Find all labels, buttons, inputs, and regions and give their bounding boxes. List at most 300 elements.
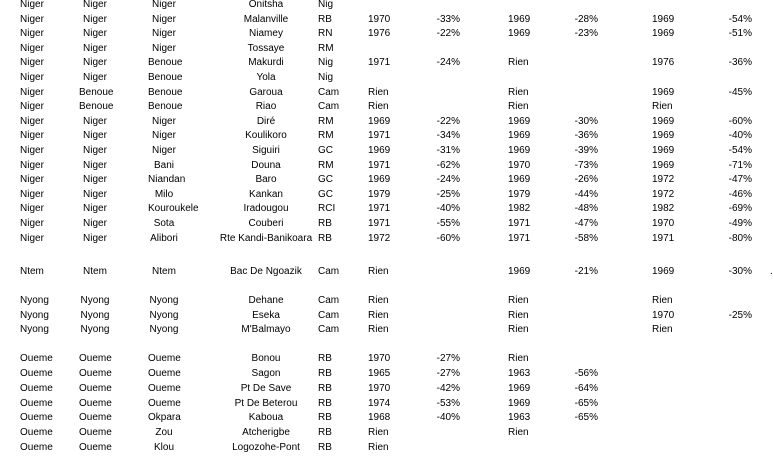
cell-country: RB [318, 353, 332, 364]
cell-station: Niamey [249, 28, 283, 40]
cell-pct-3: -46% [728, 188, 752, 200]
cell-basin: Oueme [20, 383, 53, 394]
cell-pct-1: -55% [436, 218, 460, 229]
cell-basin: Niger [20, 86, 44, 98]
cell-pct-1: -53% [436, 398, 460, 409]
cell-year-1: Rien [368, 266, 389, 277]
cell-year-2: 1982 [508, 203, 531, 215]
table-row [0, 0, 772, 12]
cell-pct-1: -22% [436, 28, 460, 40]
cell-pct-3 [712, 396, 752, 411]
cell-pct-1: -60% [436, 232, 460, 244]
cell-pct-2: -44% [574, 188, 598, 200]
cell-year-1: Rien [368, 101, 389, 113]
cell-station: Bonou [251, 353, 281, 364]
cell-pct-1 [422, 85, 460, 100]
cell-river-a: Oueme [79, 353, 112, 364]
cell-basin: Oueme [20, 368, 53, 379]
cell-river-a: Niger [83, 57, 107, 69]
cell-pct-3 [712, 70, 752, 85]
cell-pct-3 [712, 366, 752, 381]
cell-pct-3: -69% [728, 203, 752, 215]
cell-pct-3 [712, 0, 752, 12]
cell-pct-2 [560, 308, 598, 323]
cell-year-1: 1968 [368, 412, 391, 423]
cell-year-1: 1971 [368, 203, 391, 215]
cell-pct-1: -62% [436, 159, 460, 171]
cell-basin: Niger [20, 13, 44, 25]
cell-country: Cam [318, 310, 340, 321]
cell-station: Siguiri [252, 145, 280, 156]
cell-basin: Niger [20, 145, 44, 156]
cell-pct-2 [560, 425, 598, 440]
cell-river-b: Nyong [149, 310, 179, 321]
cell-year-3: 1982 [652, 203, 675, 215]
cell-year-1: 1976 [368, 28, 391, 40]
cell-station: Atcherigbe [242, 427, 290, 438]
cell-pct-2: -39% [574, 145, 598, 156]
cell-pct-1: -27% [436, 353, 460, 364]
table-row [0, 366, 772, 381]
table-row [0, 425, 772, 440]
cell-year-2: 1969 [508, 28, 531, 40]
table-row [0, 293, 772, 308]
cell-pct-1: -24% [436, 174, 460, 186]
cell-river-a: Niger [83, 13, 107, 25]
cell-year-3: 1969 [652, 145, 675, 156]
cell-station: Koulikoro [245, 130, 287, 142]
cell-river-b: Niger [152, 28, 176, 40]
cell-pct-3: -60% [728, 115, 752, 127]
cell-pct-1: -27% [436, 368, 460, 379]
cell-basin: Niger [20, 218, 44, 229]
cell-year-1: 1971 [368, 218, 391, 229]
cell-river-a: Niger [83, 159, 107, 171]
cell-pct-3: -51% [728, 28, 752, 40]
cell-country: RB [318, 383, 332, 394]
cell-country: RB [318, 442, 332, 453]
cell-pct-3 [712, 410, 752, 425]
cell-pct-3: -36% [728, 57, 752, 69]
cell-country: RN [318, 28, 333, 40]
cell-river-b: Oueme [148, 383, 181, 394]
cell-pct-2 [560, 55, 598, 70]
cell-year-2: 1970 [508, 159, 531, 171]
cell-pct-2 [560, 70, 598, 85]
cell-basin: Niger [20, 232, 44, 244]
cell-pct-2: -65% [574, 398, 598, 409]
cell-country: RM [318, 42, 334, 54]
cell-country: RB [318, 412, 332, 423]
cell-year-2: 1963 [508, 368, 531, 379]
cell-pct-2: -47% [574, 218, 598, 229]
cell-river-b: Kouroukele [148, 203, 199, 215]
cell-river-a: Niger [83, 0, 107, 10]
cell-station: Logozohe-Pont [232, 442, 300, 453]
cell-river-a: Niger [83, 42, 107, 54]
cell-river-b: Niger [152, 130, 176, 142]
cell-country: Cam [318, 324, 340, 335]
cell-pct-2: -30% [574, 115, 598, 127]
cell-year-1: Rien [368, 442, 389, 453]
cell-station: Couberi [248, 218, 284, 229]
table-row [0, 264, 772, 279]
cell-river-b: Benoue [148, 72, 183, 83]
cell-river-a: Oueme [79, 383, 112, 394]
cell-year-2: Rien [508, 86, 529, 98]
table-row [0, 440, 772, 455]
cell-pct-1 [422, 70, 460, 85]
cell-year-2: Rien [508, 353, 529, 364]
cell-basin: Niger [20, 72, 44, 83]
cell-year-1: 1970 [368, 353, 391, 364]
cell-pct-3: -54% [728, 13, 752, 25]
cell-pct-2 [560, 99, 598, 114]
cell-river-a: Niger [83, 232, 107, 244]
cell-year-2: 1963 [508, 412, 531, 423]
cell-year-1: 1971 [368, 159, 391, 171]
cell-year-2: 1969 [508, 266, 531, 277]
cell-basin: Nyong [20, 310, 49, 321]
table-row [0, 12, 772, 27]
cell-pct-1: -25% [436, 188, 460, 200]
cell-pct-3 [712, 322, 752, 337]
cell-pct-3: -45% [728, 86, 752, 98]
table-row [0, 55, 772, 70]
cell-pct-3: -49% [728, 218, 752, 229]
cell-country: RB [318, 232, 332, 244]
cell-country: RM [318, 130, 334, 142]
cell-station: Baro [255, 174, 277, 186]
cell-country: RCI [318, 203, 336, 215]
cell-country: RB [318, 398, 332, 409]
cell-river-a: Oueme [79, 398, 112, 409]
cell-pct-2: -21% [574, 266, 598, 277]
cell-pct-1: -24% [436, 57, 460, 69]
cell-pct-3 [712, 440, 752, 455]
cell-river-b: Alibori [150, 232, 178, 244]
cell-year-1: 1970 [368, 13, 391, 25]
cell-river-b: Sota [153, 218, 175, 229]
cell-basin: Niger [20, 0, 44, 10]
cell-river-a: Oueme [79, 427, 112, 438]
table-row [0, 85, 772, 100]
cell-pct-3 [712, 425, 752, 440]
cell-station: Pt De Beterou [234, 398, 298, 409]
cell-year-2: 1969 [508, 115, 531, 127]
cell-pct-1: -22% [436, 115, 460, 127]
cell-station: Rte Kandi-Banikoara [219, 232, 313, 244]
cell-year-1: Rien [368, 310, 389, 321]
cell-station: Pt De Save [240, 383, 292, 394]
cell-basin: Nyong [20, 324, 49, 335]
cell-pct-3: -80% [728, 232, 752, 244]
cell-country: Cam [318, 101, 340, 113]
cell-river-a: Niger [83, 203, 107, 215]
cell-year-3: 1969 [652, 130, 675, 142]
cell-basin: Niger [20, 159, 44, 171]
table-row [0, 158, 772, 173]
cell-river-b: Benoue [148, 101, 183, 113]
cell-station: Dehane [248, 295, 284, 306]
cell-river-b: Bani [153, 159, 174, 171]
cell-year-2: 1979 [508, 188, 531, 200]
table-row [0, 128, 772, 143]
cell-pct-2 [560, 440, 598, 455]
cell-river-b: Oueme [148, 353, 181, 364]
cell-pct-2 [560, 0, 598, 12]
cell-station: Yola [256, 72, 276, 83]
cell-river-b: Niger [152, 0, 176, 10]
cell-river-b: Oueme [148, 368, 181, 379]
cell-river-b: Zou [155, 427, 173, 438]
cell-pct-1: -34% [436, 130, 460, 142]
cell-pct-2: -73% [574, 159, 598, 171]
cell-year-1: 1969 [368, 115, 391, 127]
cell-basin: Oueme [20, 427, 53, 438]
cell-river-a: Oueme [79, 368, 112, 379]
cell-country: GC [318, 174, 333, 186]
cell-year-1: Rien [368, 86, 389, 98]
cell-year-3: 1970 [652, 218, 675, 229]
cell-station: Kankan [249, 188, 283, 200]
cell-basin: Niger [20, 28, 44, 40]
cell-year-3: 1969 [652, 13, 675, 25]
cell-pct-3: -30% [728, 266, 752, 277]
cell-country: RM [318, 159, 334, 171]
cell-river-a: Benoue [79, 101, 114, 113]
cell-pct-3: -40% [728, 130, 752, 142]
table-row [0, 143, 772, 158]
cell-country: GC [318, 145, 333, 156]
cell-year-2: 1969 [508, 13, 531, 25]
cell-river-a: Niger [83, 145, 107, 156]
cell-basin: Nyong [20, 295, 49, 306]
table-row [0, 201, 772, 216]
cell-pct-1: -40% [436, 203, 460, 215]
cell-pct-3 [712, 293, 752, 308]
cell-pct-1: -40% [436, 412, 460, 423]
cell-station: Riao [255, 101, 277, 113]
cell-year-1: 1969 [368, 174, 391, 186]
cell-river-a: Niger [83, 188, 107, 200]
table-row [0, 308, 772, 323]
cell-river-a: Niger [83, 174, 107, 186]
cell-pct-1 [422, 264, 460, 279]
table-row [0, 231, 772, 246]
cell-year-3: 1971 [652, 232, 675, 244]
cell-pct-3: -71% [728, 159, 752, 171]
cell-station: M'Balmayo [241, 324, 291, 335]
cell-station: Sagon [251, 368, 281, 379]
cell-river-a: Oueme [79, 442, 112, 453]
cell-pct-1: -31% [436, 145, 460, 156]
cell-station: Diré [256, 115, 276, 127]
cell-river-a: Nyong [80, 324, 110, 335]
cell-year-2: Rien [508, 310, 529, 321]
cell-river-a: Benoue [79, 86, 114, 98]
cell-country: RM [318, 115, 334, 127]
table-row [0, 410, 772, 425]
cell-station: Douna [251, 159, 281, 171]
cell-country: Cam [318, 295, 340, 306]
cell-pct-3 [712, 41, 752, 56]
cell-country: RB [318, 218, 332, 229]
cell-year-3: Rien [652, 324, 673, 335]
table-row [0, 26, 772, 41]
cell-pct-2: -23% [574, 28, 598, 40]
table-row [0, 172, 772, 187]
cell-river-a: Nyong [80, 295, 110, 306]
cell-river-a: Niger [83, 28, 107, 40]
cell-country: GC [318, 188, 333, 200]
cell-year-2: 1969 [508, 398, 531, 409]
cell-river-a: Niger [83, 218, 107, 229]
table-row [0, 216, 772, 231]
cell-country: Nig [318, 0, 334, 10]
cell-country: Cam [318, 86, 340, 98]
cell-year-1: 1979 [368, 188, 391, 200]
cell-year-3: 1970 [652, 310, 675, 321]
cell-pct-1 [422, 99, 460, 114]
cell-year-3: 1972 [652, 188, 675, 200]
cell-country: Nig [318, 57, 334, 69]
cell-pct-1 [422, 293, 460, 308]
cell-station: Tossaye [247, 42, 285, 54]
cell-pct-2: -58% [574, 232, 598, 244]
cell-river-a: Nyong [80, 310, 110, 321]
cell-pct-1 [422, 308, 460, 323]
cell-year-1: 1971 [368, 130, 391, 142]
cell-year-2: Rien [508, 295, 529, 306]
cell-river-b: Niandan [148, 174, 186, 186]
cell-pct-1 [422, 425, 460, 440]
table-row [0, 351, 772, 366]
cell-river-a: Oueme [79, 412, 112, 423]
cell-year-3: Rien [652, 295, 673, 306]
cell-basin: Niger [20, 42, 44, 54]
cell-pct-2 [560, 351, 598, 366]
cell-river-b: Niger [152, 13, 176, 25]
cell-river-b: Nyong [149, 324, 179, 335]
cell-station: Iradougou [243, 203, 289, 215]
cell-river-a: Ntem [83, 266, 107, 277]
cell-pct-2: -48% [574, 203, 598, 215]
cell-pct-1 [422, 41, 460, 56]
cell-river-b: Ntem [152, 266, 176, 277]
cell-pct-2 [560, 293, 598, 308]
cell-year-2: 1971 [508, 232, 531, 244]
cell-pct-1: -33% [436, 13, 460, 25]
table-row [0, 381, 772, 396]
cell-station: Eseka [252, 310, 280, 321]
cell-year-1: 1972 [368, 232, 391, 244]
cell-river-a: Niger [83, 130, 107, 142]
cell-year-3: Rien [652, 101, 673, 113]
cell-year-3: 1969 [652, 115, 675, 127]
cell-country: Nig [318, 72, 334, 83]
cell-basin: Niger [20, 101, 44, 113]
cell-basin: Niger [20, 203, 44, 215]
cell-year-1: Rien [368, 427, 389, 438]
cell-pct-1 [422, 0, 460, 12]
cell-basin: Niger [20, 130, 44, 142]
cell-pct-2: -36% [574, 130, 598, 142]
cell-basin: Niger [20, 174, 44, 186]
cell-river-b: Klou [153, 442, 174, 453]
cell-year-3: 1969 [652, 159, 675, 171]
cell-pct-3: -54% [728, 145, 752, 156]
cell-river-b: Benoue [148, 57, 183, 69]
cell-year-3: 1976 [652, 57, 675, 69]
table-row [0, 70, 772, 85]
cell-year-2: Rien [508, 57, 529, 69]
cell-year-1: 1965 [368, 368, 391, 379]
cell-year-3: 1969 [652, 28, 675, 40]
table-row [0, 187, 772, 202]
cell-year-2: 1969 [508, 174, 531, 186]
cell-basin: Oueme [20, 353, 53, 364]
cell-country: RB [318, 368, 332, 379]
cell-year-2: Rien [508, 427, 529, 438]
cell-basin: Niger [20, 188, 44, 200]
cell-year-2: 1971 [508, 218, 531, 229]
cell-pct-2 [560, 85, 598, 100]
cell-station: Garoua [249, 86, 283, 98]
cell-basin: Oueme [20, 398, 53, 409]
cell-pct-2: -64% [574, 383, 598, 394]
cell-year-1: 1970 [368, 383, 391, 394]
table-row [0, 396, 772, 411]
cell-country: Cam [318, 266, 340, 277]
cell-year-1: 1974 [368, 398, 391, 409]
cell-river-b: Benoue [148, 86, 183, 98]
cell-year-2: 1969 [508, 130, 531, 142]
cell-pct-2: -28% [574, 13, 598, 25]
cell-river-b: Niger [152, 145, 176, 156]
cell-station: Kaboua [248, 412, 284, 423]
cell-country: RB [318, 427, 332, 438]
cell-station: Makurdi [248, 57, 284, 69]
cell-river-b: Okpara [148, 412, 181, 423]
cell-basin: Oueme [20, 442, 53, 453]
cell-river-b: Niger [152, 42, 176, 54]
cell-pct-3: -47% [728, 174, 752, 186]
cell-pct-2: -56% [574, 368, 598, 379]
cell-river-a: Niger [83, 115, 107, 127]
cell-basin: Oueme [20, 412, 53, 423]
cell-year-2: Rien [508, 324, 529, 335]
cell-basin: Niger [20, 57, 44, 69]
cell-pct-2 [560, 322, 598, 337]
cell-pct-2 [560, 41, 598, 56]
cell-station: Bac De Ngoazik [230, 266, 302, 277]
cell-station: Onitsha [248, 0, 284, 10]
cell-river-b: Oueme [148, 398, 181, 409]
cell-year-1: 1969 [368, 145, 391, 156]
table-row [0, 322, 772, 337]
cell-country: RB [318, 13, 332, 25]
cell-year-3: 1969 [652, 266, 675, 277]
cell-pct-3 [712, 99, 752, 114]
cell-pct-2: -26% [574, 174, 598, 186]
cell-river-a: Niger [83, 72, 107, 83]
table-row [0, 99, 772, 114]
cell-river-b: Niger [152, 115, 176, 127]
cell-basin: Ntem [20, 266, 44, 277]
table-row [0, 114, 772, 129]
cell-year-3: 1969 [652, 86, 675, 98]
